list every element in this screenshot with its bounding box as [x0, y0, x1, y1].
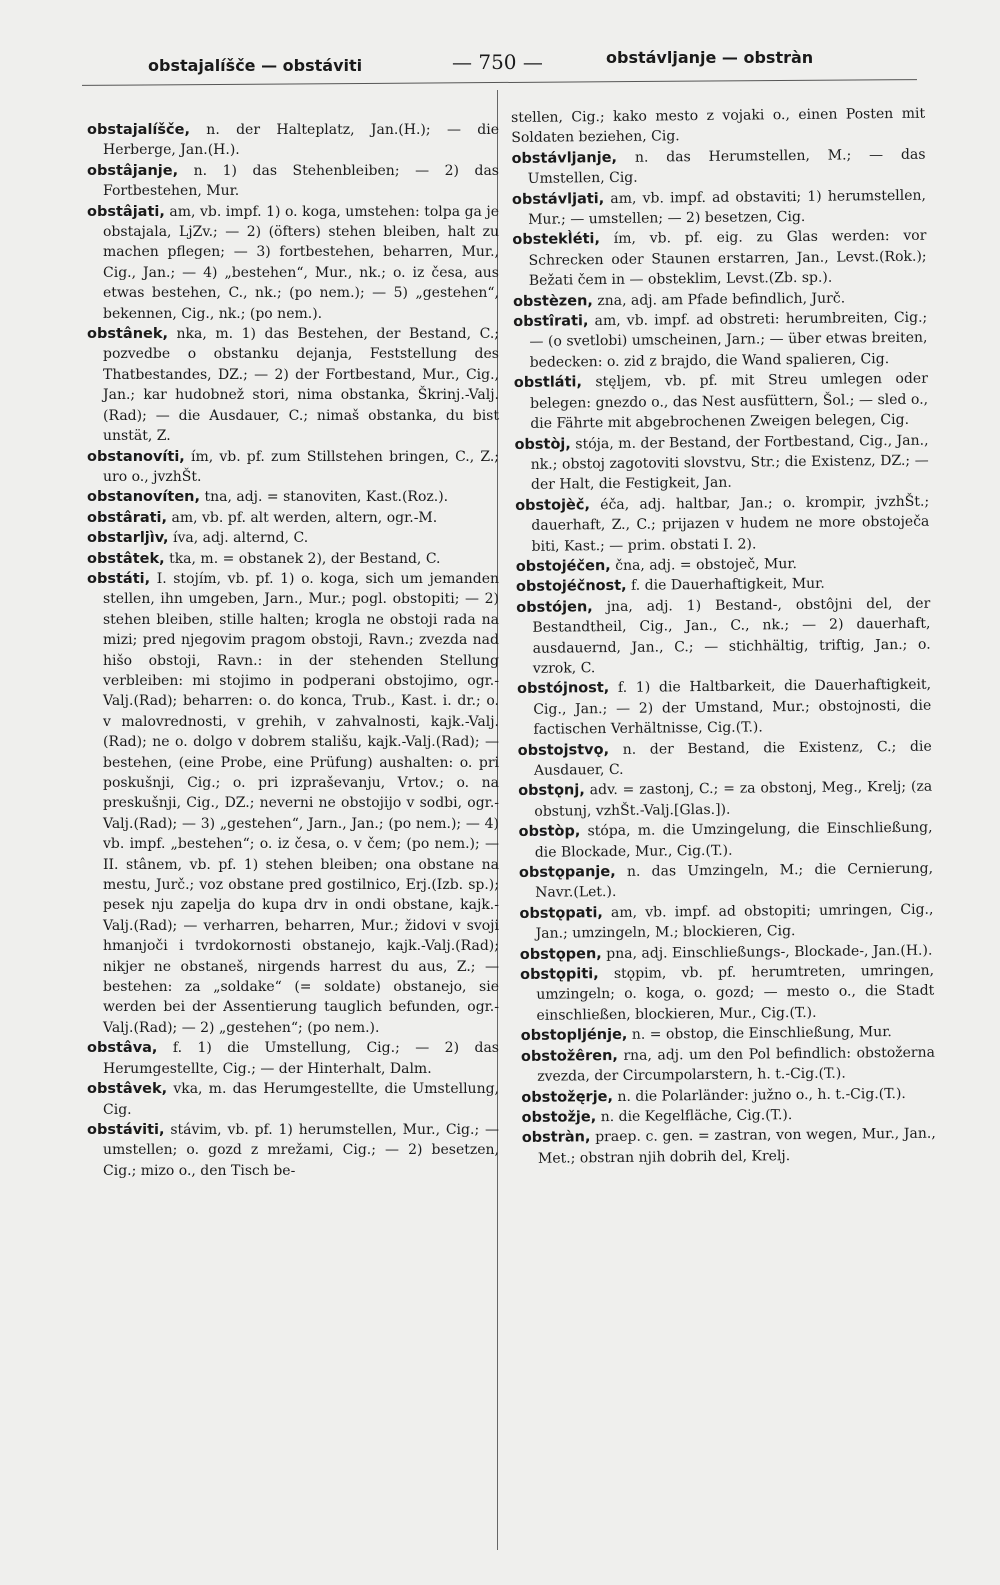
entry-body: n. der Bestand, die Existenz, C.; die Ausdauer, C.	[533, 738, 932, 779]
entry-body: am, vb. impf. ad obstopiti; umringen, Cig., Jan.; umzingeln, M.; blockieren, Cig.	[535, 901, 934, 943]
entry-body: n. = obstop, die Einschließung, Mur.	[631, 1024, 892, 1044]
entry-body: tka, m. = obstanek 2), der Bestand, C.	[169, 550, 441, 567]
dictionary-entry	[87, 324, 499, 446]
dictionary-entry	[517, 675, 932, 741]
entry-body: jna, adj. 1) Bestand-, obstôjni del, der Bestandtheil, Cig., Jan., C., nk.; — 2) dauerhaft, ausdauernd, Jan., C.; — stichhältig, triftig, Jan.; o. vzrok, C.	[532, 595, 931, 677]
entry-headword: obstojéčen,	[515, 557, 611, 575]
entry-headword: obstojstvǫ,	[517, 741, 610, 759]
entry-headword: obstójnost,	[517, 680, 610, 698]
dictionary-entry	[515, 491, 930, 557]
entry-body: íva, adj. alternd, C.	[172, 530, 309, 547]
entry-body: čna, adj. = obstoječ, Mur.	[615, 555, 798, 574]
entry-headword: obstanovíten,	[87, 489, 200, 506]
header-right-guideword: obstávljanje — obstràn	[606, 48, 814, 67]
dictionary-entry	[520, 961, 935, 1027]
dictionary-entry	[87, 549, 499, 569]
dictionary-entry	[87, 120, 499, 161]
entry-headword: obstǫpiti,	[519, 966, 599, 984]
dictionary-entry	[521, 1083, 935, 1108]
dictionary-entry	[521, 1042, 935, 1087]
dictionary-entry	[87, 528, 499, 548]
dictionary-entry	[87, 161, 499, 202]
entry-body: tna, adj. = stanoviten, Kast.(Roz.).	[204, 489, 449, 506]
entry-headword: obstopljénje,	[520, 1027, 628, 1045]
entry-headword: obstîrati,	[513, 313, 589, 331]
entry-headword: obstáviti,	[87, 1121, 165, 1138]
entry-headword: obstanovíti,	[87, 448, 185, 465]
entry-body: n. das Herumstellen, M.; — das Umstellen, Cig.	[527, 146, 926, 188]
entry-headword: obstràn,	[521, 1129, 591, 1147]
entry-body: ím, vb. pf. zum Stillstehen bringen, C., Z.; uro o., jvzhŠt.	[103, 448, 499, 485]
dictionary-entry	[518, 777, 932, 822]
dictionary-entry	[516, 593, 931, 679]
entry-body: pna, adj. Einschließungs-, Blockade-, Jan.(H.).	[606, 942, 933, 962]
running-header	[0, 48, 1000, 78]
dictionary-entry	[87, 1038, 499, 1079]
entry-headword: obstožęrje,	[521, 1088, 614, 1106]
dictionary-entry	[87, 1079, 499, 1120]
entry-body: éča, adj. haltbar, Jan.; o. krompir, jvzhŠt.; dauerhaft, Z., C.; prijazen v hudem ne more obstoječa biti, Kast.; — prim. obstati I. 2).	[531, 493, 930, 555]
header-rule	[82, 79, 917, 86]
entry-headword: obstânek,	[87, 326, 168, 343]
entry-body: stellen, Cig.; kako mesto z vojaki o., einen Posten mit Soldaten beziehen, Cig.	[511, 105, 926, 147]
entry-headword: obstójen,	[516, 598, 593, 616]
entry-body: f. die Dauerhaftigkeit, Mur.	[631, 576, 825, 595]
entry-headword: obstajalíšče,	[87, 122, 190, 138]
entry-headword: obstòp,	[518, 823, 581, 841]
entry-body: stója, m. der Bestand, der Fortbestand, Cig., Jan., nk.; obstoj zagotoviti slovstvu, Str.; die Existenz, DZ.; — der Halt, die Festigkeit, Jan.	[530, 432, 929, 494]
right-column	[511, 104, 936, 1169]
dictionary-entry	[514, 369, 929, 435]
entry-headword: obstèzen,	[512, 292, 593, 310]
entry-body: nka, m. 1) das Bestehen, der Bestand, C.; pozvedbe o obstanku dejanja, Feststellung des Thatbestandes, DZ.; — 2) der Fortbestand, Mur., Cig., Jan.; kar hudobnež stori, nima obstanka, Škrinj.-Valj.(Rad); — die Ausdauer, C.; nimaš obstanka, du bist unstät, Z.	[103, 326, 500, 445]
entry-body: n. 1) das Stehenbleiben; — 2) das Fortbestehen, Mur.	[103, 162, 499, 200]
entry-headword: obstojèč,	[515, 496, 591, 514]
entry-headword: obstǫpati,	[519, 904, 603, 922]
dictionary-entry	[522, 1124, 936, 1169]
entry-headword: obstǫpanje,	[518, 863, 616, 881]
entry-headword: obstâvek,	[87, 1081, 168, 1098]
dictionary-entry	[87, 508, 499, 528]
entry-body: stǫpim, vb. pf. herumtreten, umringen, umzingeln; o. koga, o. gozd; — mesto o., die Stadt einschließen, blockieren, Mur., Cig.(T.).	[536, 962, 935, 1024]
left-column	[87, 120, 499, 1181]
dictionary-entry	[87, 487, 499, 507]
entry-headword: obstârati,	[87, 509, 168, 526]
entry-body: stópa, m. die Umzingelung, die Einschließung, die Blockade, Mur., Cig.(T.).	[534, 819, 933, 861]
dictionary-entry	[512, 185, 926, 230]
entry-body: n. der Halteplatz, Jan.(H.); — die Herberge, Jan.(H.).	[103, 122, 500, 159]
entry-headword: obstožje,	[521, 1109, 597, 1126]
entry-headword: obstáti,	[87, 570, 151, 587]
entry-body: I. stojím, vb. pf. 1) o. koga, sich um jemanden stellen, ihn umgeben, Jarn., Mur.; pogl. obstopiti; — 2) stehen bleiben, stille halten; krogla ne obstoji rada na mizi; pred njegovim pragom obstoji, Ravn.; zvezda nad hišo obstoji, Ravn.: in der stehenden Stellung verbleiben: mi stojimo in podperani obstojimo, ogr.-Valj.(Rad); beharren: o. do konca, Trub., Kast. i. dr.; o. v malovrednosti, v grehih, v zahvalnosti, kajk.-Valj.(Rad); ne o. dolgo v dobrem stališu, kajk.-Valj.(Rad); — bestehen, (eine Probe, eine Prüfung) aushalten: o. pri poskušnji, Cig.; o. pri izpraševanju, Vrtov.; o. na preskušnji, Cig., DZ.; neverni ne obstojijo v sodbi, ogr.-Valj.(Rad); — 3) „gestehen“, Jarn., Jan.; (po nem.); — 4) vb. impf. „bestehen“; o. iz česa, o. v čem; (po nem.); — II. stânem, vb. pf. 1) stehen bleiben; ona obstane na mestu, Jurč.; voz obstane pred gostilnico, Erj.(Izb. sp.); pesek nju zapelja do kupa drv in ondi obstane, kajk.-Valj.(Rad); — verharren, beharren, Mur.; židovi v svoji hmanjoči i tvrdokornosti obstanejo, kajk.-Valj.(Rad); nikjer ne obstaneš, nirgends harrest du aus, Z.; — bestehen: za „soldake“ (= soldate) obstanejo, sie werden bei der Assentierung tauglich befunden, ogr.-Valj.(Rad); — 2) „gestehen“; (po nem.).	[103, 570, 500, 1036]
entry-body: n. das Umzingeln, M.; die Cernierung, Navr.(Let.).	[535, 860, 934, 902]
entry-headword: obstǫpen,	[519, 945, 602, 963]
entry-headword: obstâjanje,	[87, 162, 179, 179]
entry-headword: obstòj,	[514, 435, 571, 453]
dictionary-entry	[87, 569, 499, 1038]
entry-body: am, vb. impf. ad obstaviti; 1) herumstellen, Mur.; — umstellen; — 2) besetzen, Cig.	[528, 187, 927, 228]
dictionary-entry	[518, 818, 932, 863]
dictionary-entry	[514, 430, 929, 496]
dictionary-entry	[87, 1120, 499, 1181]
entry-headword: obstǫnj,	[518, 782, 585, 800]
entry-headword: obstávljanje,	[511, 149, 618, 167]
entry-headword: obstláti,	[513, 374, 583, 392]
entry-body: zna, adj. am Pfade befindlich, Jurč.	[597, 290, 846, 309]
entry-body: f. 1) die Umstellung, Cig.; — 2) das Herumgestellte, Cig.; — der Hinterhalt, Dalm.	[103, 1040, 499, 1077]
entry-headword: obstâtek,	[87, 550, 165, 567]
entry-body: adv. = zastonj, C.; = za obstonj, Meg., Krelj; (za obstunj, vzhŠt.-Valj.[Glas.]).	[534, 779, 933, 820]
entry-body: ím, vb. pf. eig. zu Glas werden: vor Schrecken oder Staunen erstarren, Jan., Levst.(Rok.); Bežati čem in — obsteklim, Levst.(Zb. sp.).	[528, 228, 927, 290]
entry-body: f. 1) die Haltbarkeit, die Dauerhaftigkeit, Cig., Jan.; — 2) der Umstand, Mur.; obstojnosti, die factischen Verhältnisse, Cig.(T.).	[533, 677, 932, 738]
dictionary-entry	[87, 202, 499, 324]
entry-headword: obstekl̀éti,	[512, 231, 601, 249]
entry-body: vka, m. das Herumgestellte, die Umstellung, Cig.	[103, 1081, 499, 1118]
dictionary-entry	[513, 308, 928, 374]
entry-body: rna, adj. um den Pol befindlich: obstožerna zvezda, der Circumpolarstern, h. t.-Cig.(T.).	[537, 1044, 936, 1085]
header-left-guideword: obstajalíšče — obstáviti	[148, 56, 363, 75]
entry-body: n. die Kegelfläche, Cig.(T.).	[600, 1107, 793, 1126]
page-number: — 750 —	[452, 50, 543, 74]
entry-body: am, vb. pf. alt werden, altern, ogr.-M.	[171, 509, 438, 526]
entry-body: stęljem, vb. pf. mit Streu umlegen oder belegen: gnezdo o., das Nest ausfüttern, Šol.; — sled o., die Fährte mit abgebrochenen Zweigen belegen, Cig.	[530, 370, 929, 432]
entry-body: am, vb. impf. 1) o. koga, umstehen: tolpa ga je obstajala, LjZv.; — 2) (öfters) stehen bleiben, halt zu machen pflegen; — 3) fortbestehen, beharren, Mur., Cig., Jan.; — 4) „bestehen“, Mur., nk.; o. iz česa, aus etwas bestehen, C., nk.; (po nem.); — 5) „gestehen“, bekennen, Cig., nk.; (po nem.).	[103, 203, 500, 322]
entry-body: stávim, vb. pf. 1) herumstellen, Mur., Cig.; — umstellen; o. gozd z mrežami, Cig.; — 2) besetzen, Cig.; mizo o., den Tisch be-	[103, 1121, 499, 1179]
entry-body: n. die Polarländer: južno o., h. t.-Cig.(T.).	[617, 1085, 906, 1105]
dictionary-entry	[518, 736, 932, 781]
entry-headword: obstarljìv,	[87, 530, 169, 547]
dictionary-entry	[511, 104, 925, 149]
dictionary-entry	[519, 859, 933, 904]
entry-headword: obstojéčnost,	[515, 578, 627, 596]
entry-headword: obstâva,	[87, 1040, 158, 1057]
entry-headword: obstožêren,	[520, 1047, 618, 1065]
dictionary-entry	[519, 899, 933, 944]
entry-headword: obstâjati,	[87, 203, 165, 220]
dictionary-entry	[511, 144, 925, 189]
dictionary-entry	[87, 447, 499, 488]
entry-body: am, vb. impf. ad obstreti: herumbreiten, Cig.; — (o svetlobi) umscheinen, Jarn.; — über etwas breiten, bedecken: o. zid z brajdo, die Wand spalieren, Cig.	[529, 309, 928, 371]
entry-headword: obstávljati,	[511, 190, 605, 208]
entry-body: praep. c. gen. = zastran, von wegen, Mur., Jan., Met.; obstran njih dobrih del, Krelj.	[537, 1125, 936, 1167]
dictionary-entry	[512, 226, 927, 292]
